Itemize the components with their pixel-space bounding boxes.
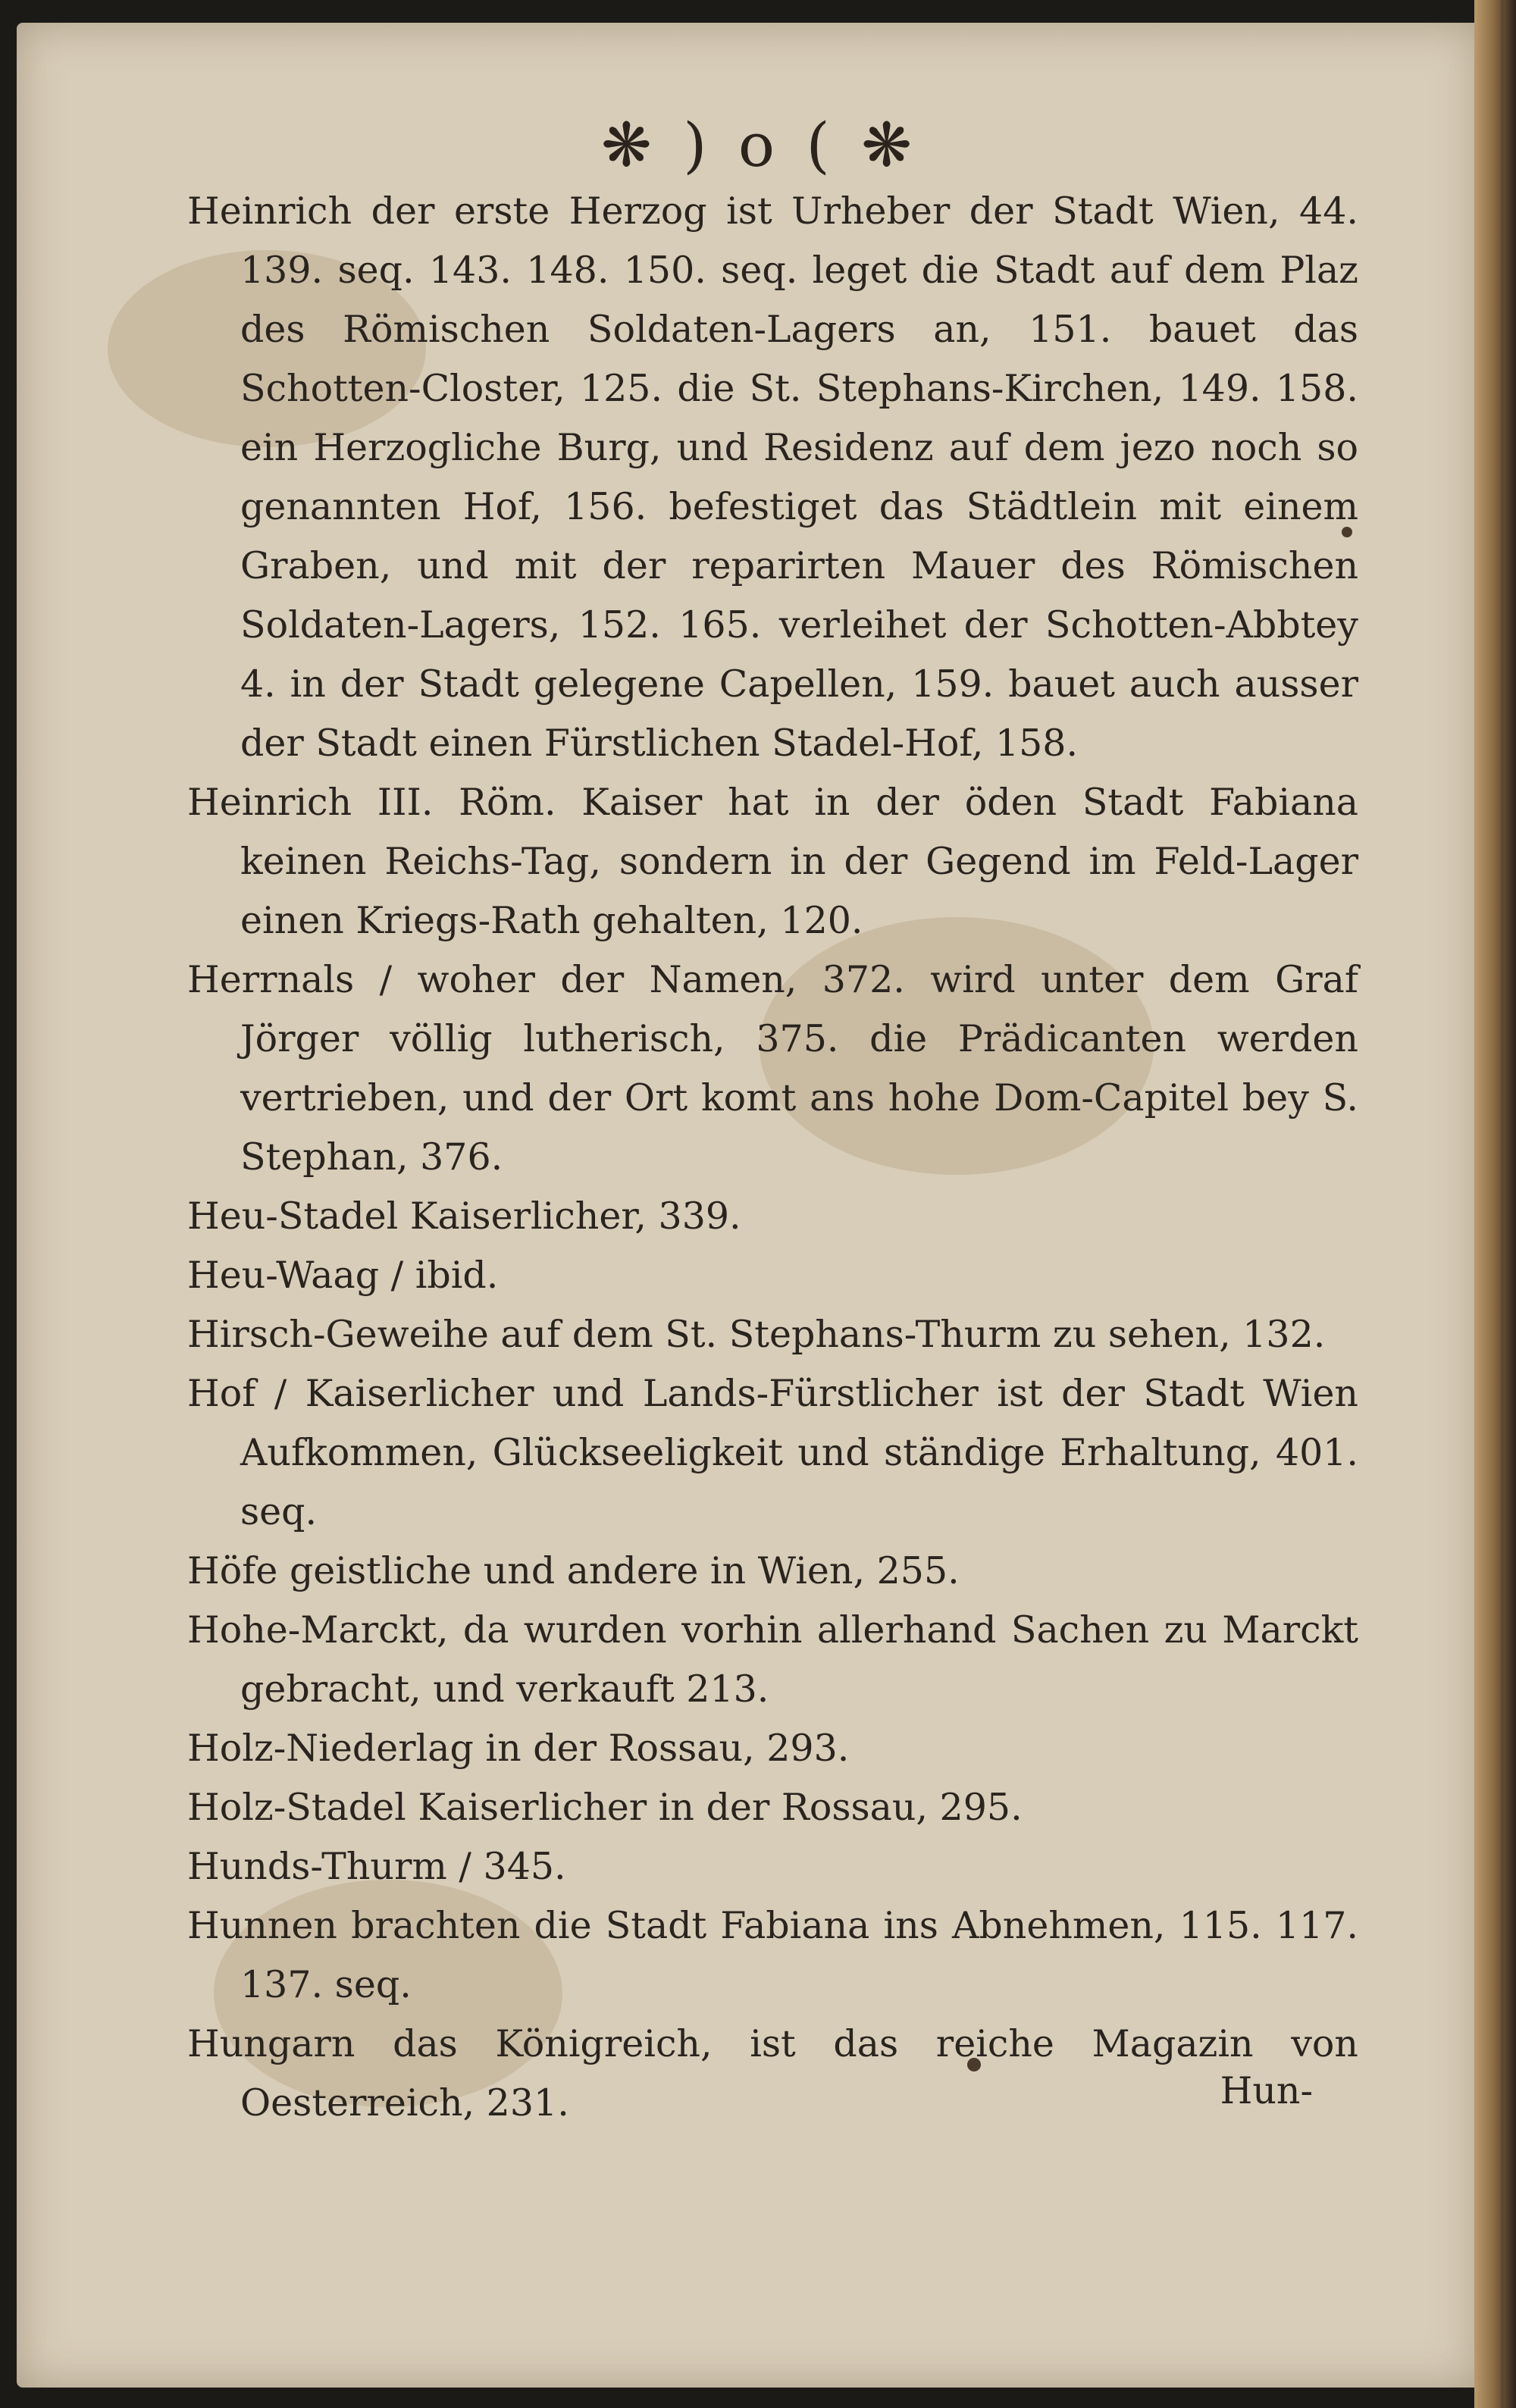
binding-edge [1474, 0, 1516, 2408]
index-entry: Hungarn das Königreich, ist das reiche Magazin von Oesterreich, 231. [187, 2022, 1358, 2125]
index-entry: Heu-Waag / ibid. [187, 1254, 499, 1297]
index-entry: Holz-Stadel Kaiserlicher in der Rossau, 295. [187, 1786, 1023, 1829]
index-text-block [168, 182, 1358, 2133]
index-entry: Herrnals / woher der Namen, 372. wird unter dem Graf Jörger völlig lutherisch, 375. die Prädicanten werden vertrieben, und der Ort komt ans hohe Dom-Capitel bey S. Stephan, 376. [187, 958, 1358, 1179]
index-entry: Heinrich III. Röm. Kaiser hat in der öden Stadt Fabiana keinen Reichs-Tag, sondern in der Gegend im Feld-Lager einen Kriegs-Rath gehalten, 120. [187, 781, 1358, 942]
index-entry: Heinrich der erste Herzog ist Urheber der Stadt Wien, 44. 139. seq. 143. 148. 150. seq. leget die Stadt auf dem Plaz des Römischen Soldaten-Lagers an, 151. bauet das Schotten-Closter, 125. die St. Stephans-Kirchen, 149. 158. ein Herzogliche Burg, und Residenz auf dem jezo noch so genannten Hof, 156. befestiget das Städtlein mit einem Graben, und mit der reparirten Mauer des Römischen Soldaten-Lagers, 152. 165. verleihet der Schotten-Abbtey 4. in der Stadt gelegene Capellen, 159. bauet auch ausser der Stadt einen Fürstlichen Stadel-Hof, 158. [187, 189, 1358, 765]
index-entry: Hunnen brachten die Stadt Fabiana ins Abnehmen, 115. 117. 137. seq. [187, 1904, 1358, 2006]
index-entry: Hunds-Thurm / 345. [187, 1845, 566, 1888]
page-header-ornament: ❋ ) o ( ❋ [600, 110, 919, 180]
index-entry: Heu-Stadel Kaiserlicher, 339. [187, 1195, 741, 1238]
paper-page [17, 23, 1480, 2388]
index-entry: Holz-Niederlag in der Rossau, 293. [187, 1727, 850, 1770]
binding-edge-line [1501, 0, 1504, 2408]
index-entry: Hohe-Marckt, da wurden vorhin allerhand Sachen zu Marckt gebracht, und verkauft 213. [187, 1608, 1358, 1711]
index-entry: Höfe geistliche und andere in Wien, 255. [187, 1549, 960, 1592]
catchword: Hun- [1220, 2069, 1313, 2112]
index-entry: Hirsch-Geweihe auf dem St. Stephans-Thurm zu sehen, 132. [187, 1313, 1326, 1356]
index-entry: Hof / Kaiserlicher und Lands-Fürstlicher ist der Stadt Wien Aufkommen, Glückseeligkeit und ständige Erhaltung, 401. seq. [187, 1372, 1358, 1533]
